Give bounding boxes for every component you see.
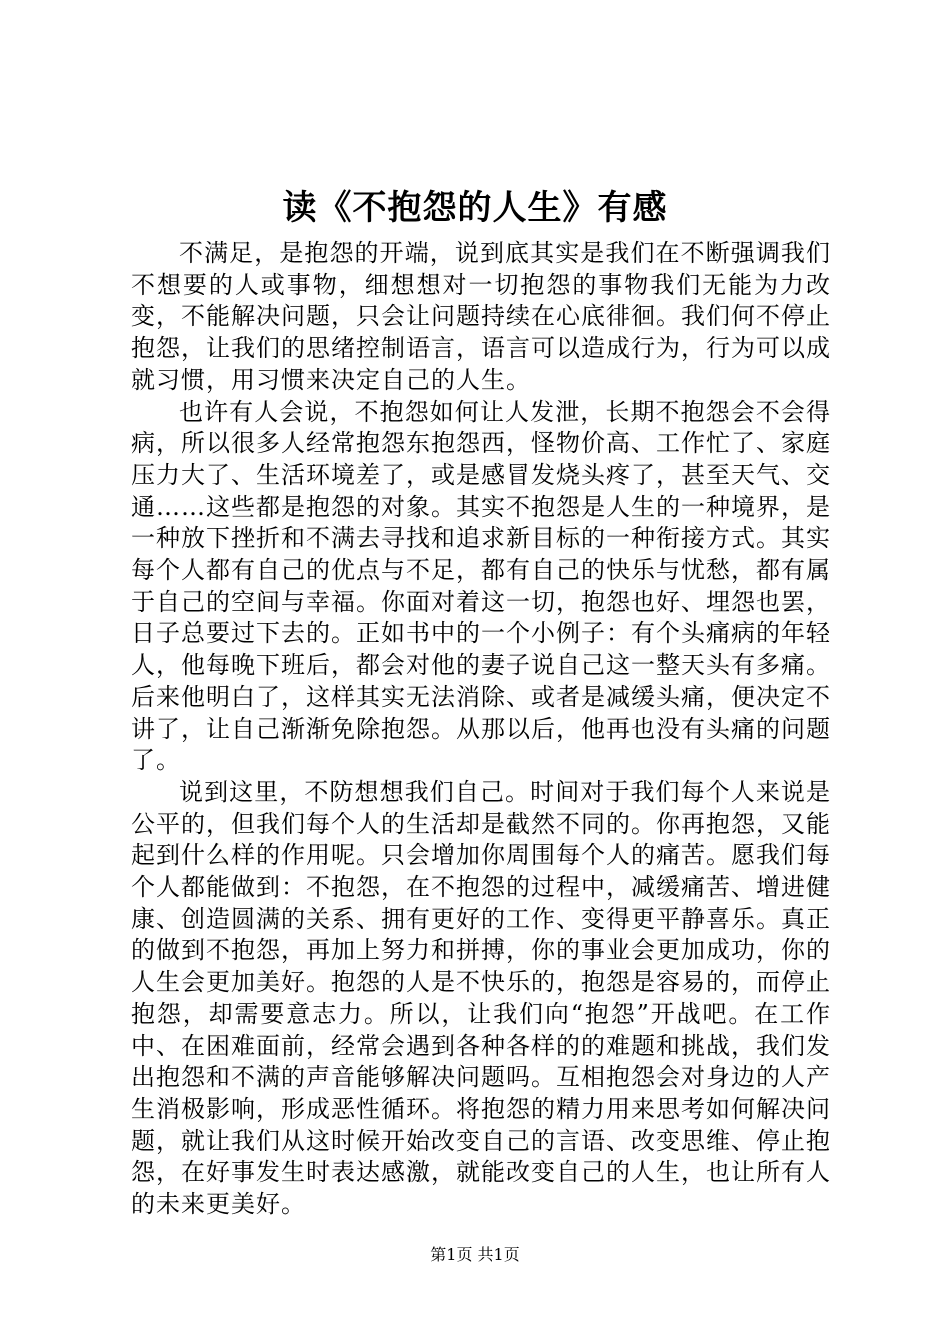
page-footer: 第1页 共1页 <box>430 1245 520 1264</box>
document-title: 读《不抱怨的人生》有感 <box>282 188 668 228</box>
paragraph-1: 不满足，是抱怨的开端，说到底其实是我们在不断强调我们不想要的人或事物，细想想对一切抱怨的事物我们无能为力改变，不能解决问题，只会让问题持续在心底徘徊。我们何不停止抱怨，让我们的思绪控制语言，语言可以造成行为，行为可以成就习惯，用习惯来决定自己的人生。 <box>131 239 831 394</box>
paragraph-2: 也许有人会说，不抱怨如何让人发泄，长期不抱怨会不会得病，所以很多人经常抱怨东抱怨西，怪物价高、工作忙了、家庭压力大了、生活环境差了，或是感冒发烧头疼了，甚至天气、交通……这些都是抱怨的对象。其实不抱怨是人生的一种境界，是一种放下挫折和不满去寻找和追求新目标的一种衔接方式。其实每个人都有自己的优点与不足，都有自己的快乐与忧愁，都有属于自己的空间与幸福。你面对着这一切，抱怨也好、埋怨也罢，日子总要过下去的。正如书中的一个小例子：有个头痛病的年轻人，他每晚下班后，都会对他的妻子说自己这一整天头有多痛。后来他明白了，这样其实无法消除、或者是减缓头痛，便决定不讲了，让自己渐渐免除抱怨。从那以后，他再也没有头痛的问题了。 <box>131 397 831 775</box>
paragraph-3: 说到这里，不防想想我们自己。时间对于我们每个人来说是公平的，但我们每个人的生活却是截然不同的。你再抱怨，又能起到什么样的作用呢。只会增加你周围每个人的痛苦。愿我们每个人都能做到：不抱怨，在不抱怨的过程中，减缓痛苦、增进健康、创造圆满的关系、拥有更好的工作、变得更平静喜乐。真正的做到不抱怨，再加上努力和拼搏，你的事业会更加成功，你的人生会更加美好。抱怨的人是不快乐的，抱怨是容易的，而停止抱怨，却需要意志力。所以，让我们向“抱怨”开战吧。在工作中、在困难面前，经常会遇到各种各样的的难题和挑战，我们发出抱怨和不满的声音能够解决问题吗。互相抱怨会对身边的人产生消极影响，形成恶性循环。将抱怨的精力用来思考如何解决问题，就让我们从这时候开始改变自己的言语、改变思维、停止抱怨，在好事发生时表达感激，就能改变自己的人生，也让所有人的未来更美好。 <box>131 777 831 1219</box>
document-body <box>131 238 831 1221</box>
